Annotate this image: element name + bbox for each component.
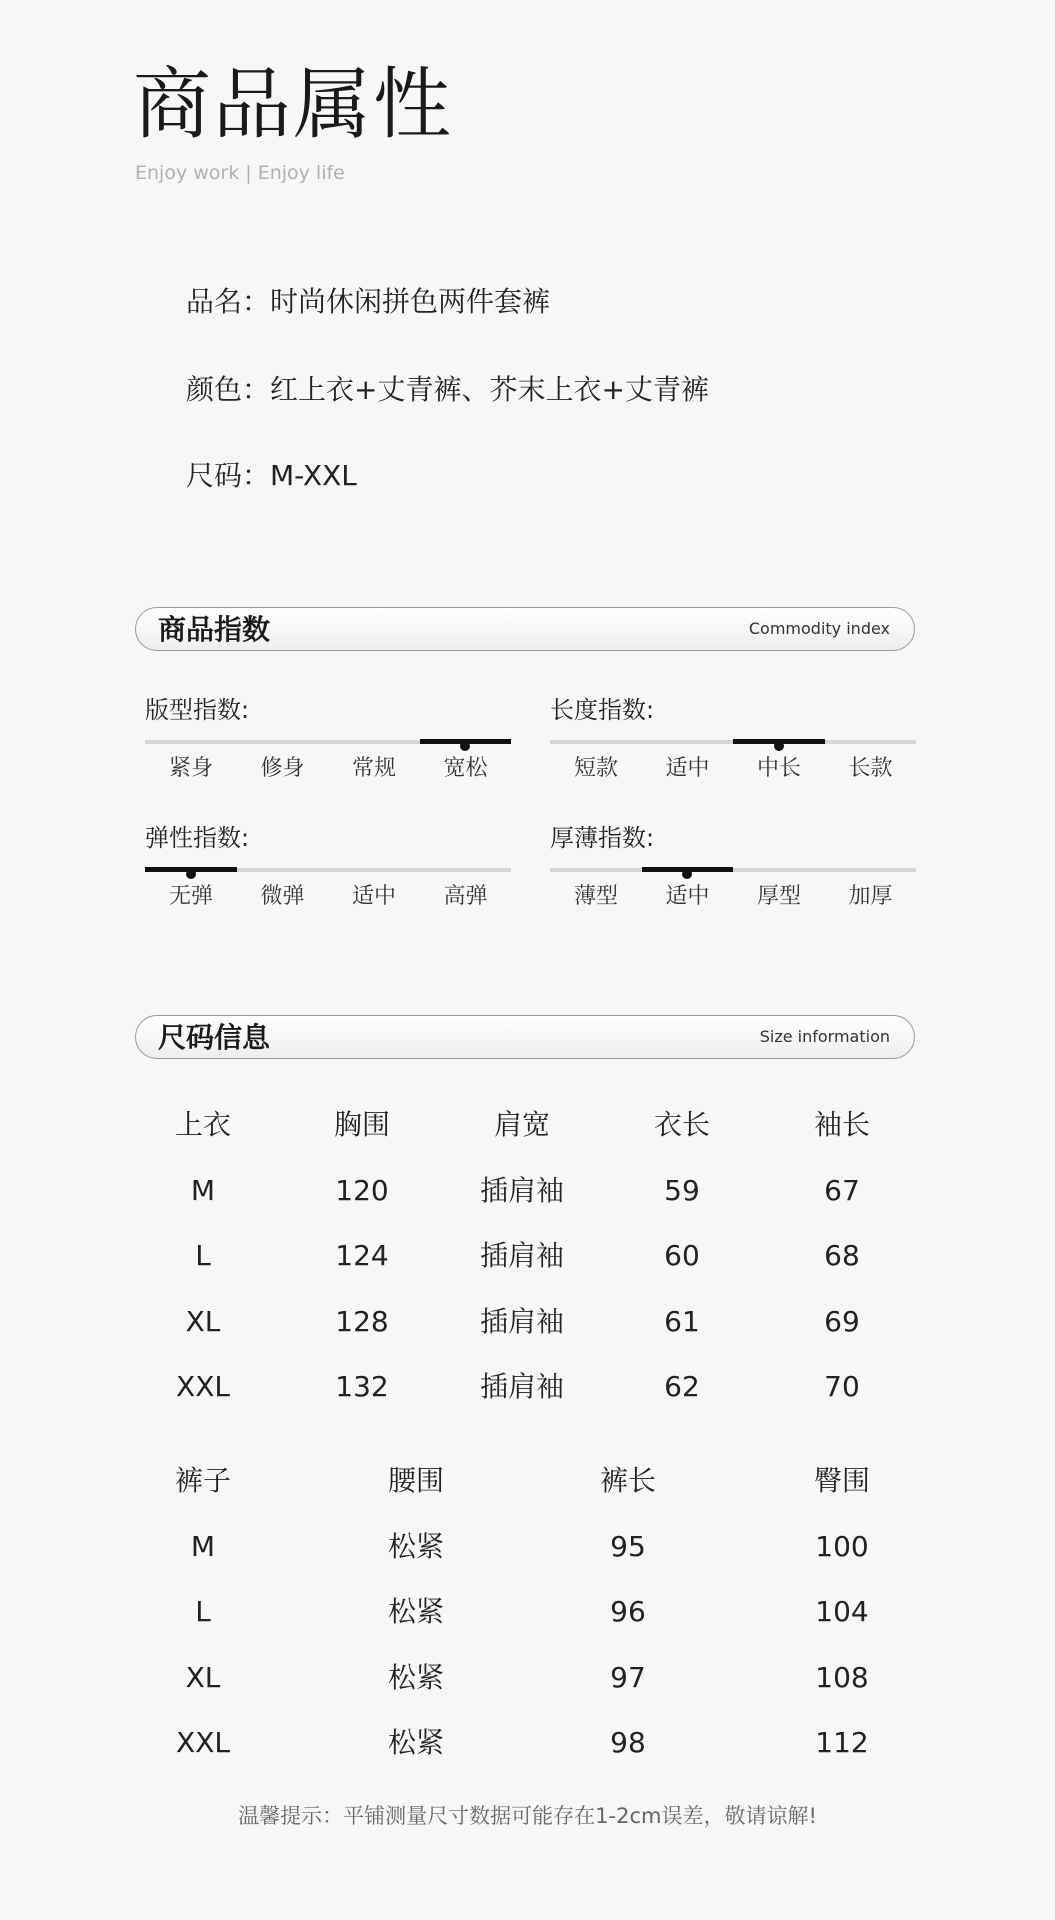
index-marker: [460, 741, 470, 751]
index-label: 版型指数:: [145, 696, 250, 724]
index-track: [145, 868, 511, 909]
table-cell: 59: [664, 1173, 700, 1207]
index-option: 修身: [260, 756, 305, 781]
table-cell: 插肩袖: [479, 1239, 565, 1272]
section-title: 尺码信息: [158, 1021, 271, 1054]
index-marker: [682, 869, 692, 879]
index-option: 紧身: [168, 756, 213, 781]
table-header-cell: 臀围: [813, 1464, 871, 1497]
table-header-cell: 裤子: [174, 1464, 232, 1497]
table-cell: 松紧: [387, 1529, 445, 1563]
table-cell: 100: [815, 1529, 869, 1563]
table-cell: L: [195, 1239, 211, 1272]
table-cell: M: [190, 1529, 216, 1563]
index-option: 适中: [665, 884, 710, 909]
table-cell: 120: [335, 1173, 389, 1207]
table-cell: 124: [335, 1239, 389, 1272]
table-cell: 97: [610, 1660, 646, 1694]
table-cell: 95: [610, 1529, 646, 1563]
table-cell: 62: [664, 1370, 700, 1403]
table-cell: 松紧: [387, 1595, 445, 1628]
table-cell: 108: [815, 1660, 869, 1694]
table-cell: 插肩袖: [479, 1304, 565, 1338]
attribute-label: 品名：: [186, 285, 271, 318]
index-option: 薄型: [573, 884, 618, 909]
attribute-name-row: [186, 285, 551, 318]
table-cell: 61: [664, 1304, 700, 1338]
table-cell: 104: [815, 1595, 869, 1628]
table-cell: 112: [815, 1726, 869, 1759]
table-cell: 68: [824, 1239, 860, 1272]
index-option: 中长: [756, 756, 801, 781]
table-cell: 60: [664, 1239, 700, 1272]
table-header-cell: 肩宽: [493, 1108, 551, 1141]
index-option: 适中: [665, 756, 710, 781]
index-option: 加厚: [848, 884, 893, 909]
table-cell: 69: [824, 1304, 860, 1338]
index-label: 长度指数:: [550, 696, 655, 724]
table-header-cell: 衣长: [653, 1108, 711, 1141]
table-cell: 96: [610, 1595, 646, 1628]
table-cell: XXL: [176, 1370, 230, 1403]
page-subtitle: Enjoy work | Enjoy life: [135, 162, 345, 184]
measurement-note: 温馨提示：平铺测量尺寸数据可能存在1-2cm误差，敬请谅解!: [238, 1804, 817, 1828]
table-cell: XL: [185, 1304, 221, 1338]
table-cell: 128: [335, 1304, 389, 1338]
table-cell: XL: [185, 1660, 221, 1694]
table-cell: 70: [824, 1370, 860, 1403]
index-marker: [186, 869, 196, 879]
table-header-cell: 袖长: [813, 1108, 871, 1141]
table-cell: M: [190, 1173, 216, 1207]
table-cell: 松紧: [387, 1726, 445, 1759]
size-info-header: [135, 1015, 915, 1059]
table-cell: 67: [824, 1173, 860, 1207]
table-cell: 插肩袖: [479, 1370, 565, 1403]
index-option: 常规: [351, 756, 396, 781]
index-option: 宽松: [443, 756, 488, 781]
index-option: 短款: [573, 756, 618, 781]
attribute-value: 时尚休闲拼色两件套裤: [270, 285, 551, 318]
index-label: 弹性指数:: [145, 824, 250, 852]
table-header-cell: 胸围: [333, 1108, 391, 1141]
table-cell: 插肩袖: [479, 1173, 565, 1207]
index-option: 厚型: [756, 884, 801, 909]
page-title: 商品属性: [133, 60, 454, 150]
table-cell: 松紧: [387, 1660, 445, 1694]
index-track: [550, 740, 916, 781]
index-track: [550, 868, 916, 909]
attribute-label: 颜色：: [186, 373, 271, 406]
index-track: [145, 740, 511, 781]
index-option: 长款: [848, 756, 893, 781]
index-option: 适中: [351, 884, 396, 909]
index-marker: [774, 741, 784, 751]
table-cell: 98: [610, 1726, 646, 1759]
attribute-value: 红上衣+丈青裤、芥末上衣+丈青裤: [270, 373, 709, 406]
table-header-cell: 上衣: [174, 1108, 232, 1141]
attribute-color-row: [186, 373, 709, 406]
table-header-cell: 裤长: [599, 1464, 657, 1497]
commodity-index-header: [135, 607, 915, 651]
table-header-cell: 腰围: [387, 1464, 445, 1497]
attribute-size-row: [186, 459, 357, 492]
attribute-label: 尺码：: [186, 459, 271, 492]
index-label: 厚薄指数:: [550, 824, 655, 852]
table-cell: 132: [335, 1370, 389, 1403]
index-option: 微弹: [260, 884, 305, 909]
section-title-en: Commodity index: [748, 619, 890, 638]
section-title-en: Size information: [759, 1027, 890, 1046]
table-cell: L: [195, 1595, 211, 1628]
index-option: 无弹: [168, 884, 213, 909]
attribute-value: M-XXL: [270, 459, 357, 492]
index-option: 高弹: [443, 884, 488, 909]
section-title: 商品指数: [158, 613, 271, 646]
table-cell: XXL: [176, 1726, 230, 1759]
